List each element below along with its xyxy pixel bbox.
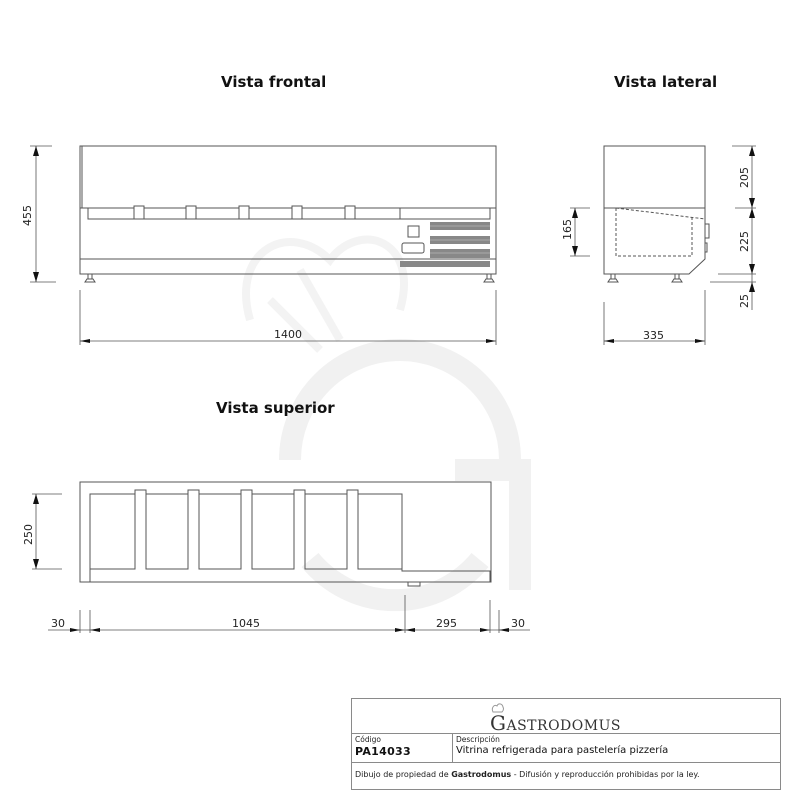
code-value: PA14033 [355, 745, 411, 758]
code-description-row [352, 734, 780, 763]
description-value: Vitrina refrigerada para pastelería pizzería [456, 745, 669, 756]
side-upper-dim: 205 [738, 167, 751, 188]
code-cell [352, 734, 453, 762]
top-depth-dim: 250 [22, 524, 35, 545]
side-feet-dim: 25 [738, 294, 751, 308]
brand-logo-row [352, 699, 780, 734]
top-view-title: Vista superior [216, 399, 335, 417]
front-view-title: Vista frontal [221, 73, 327, 91]
title-block [351, 698, 781, 790]
top-right-margin-dim: 30 [511, 617, 525, 630]
copyright-notice: Dibujo de propiedad de Gastrodomus - Difusión y reproducción prohibidas por la ley. [355, 770, 700, 779]
top-tray-section-dim: 1045 [232, 617, 260, 630]
description-cell [453, 734, 780, 762]
front-height-dim: 455 [21, 205, 34, 226]
front-width-dim: 1400 [274, 328, 302, 341]
side-inner-height-dim: 165 [561, 219, 574, 240]
description-label: Descripción [456, 735, 500, 744]
brand-name: GASTRODOMUS [490, 711, 621, 735]
side-middle-dim: 225 [738, 231, 751, 252]
code-label: Código [355, 735, 382, 744]
top-motor-section-dim: 295 [436, 617, 457, 630]
side-view-title: Vista lateral [614, 73, 718, 91]
side-depth-dim: 335 [643, 329, 664, 342]
top-left-margin-dim: 30 [51, 617, 65, 630]
